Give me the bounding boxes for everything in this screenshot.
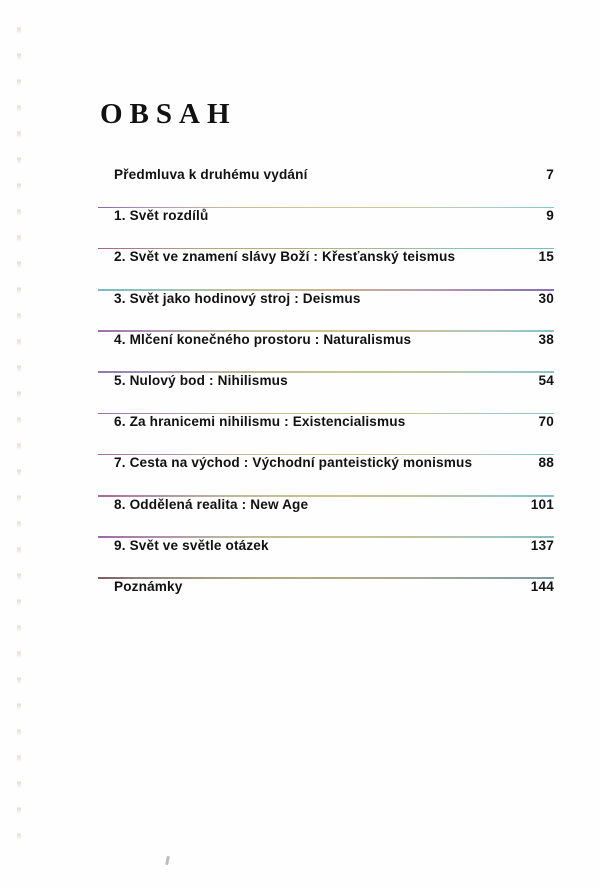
toc-entry-title: 1. Svět rozdílů <box>114 208 209 224</box>
toc-entry-title: 3. Svět jako hodinový stroj : Deismus <box>114 290 361 306</box>
toc-entry-title: 9. Svět ve světle otázek <box>114 537 269 553</box>
toc-entry-chapter-4[interactable] <box>98 332 554 372</box>
toc-entry-preface[interactable] <box>98 167 554 207</box>
toc-entry-chapter-5[interactable] <box>98 373 554 413</box>
toc-entry-title: 7. Cesta na východ : Východní panteistický monismus <box>114 455 473 471</box>
toc-entry-title: 8. Oddělená realita : New Age <box>114 496 309 512</box>
toc-entry-title: 2. Svět ve znamení slávy Boží : Křesťanský teismus <box>114 249 456 265</box>
table-of-contents-list <box>98 167 554 618</box>
table-of-contents-page <box>98 100 554 618</box>
toc-entry-page-number: 101 <box>530 496 554 512</box>
toc-entry-chapter-9[interactable] <box>98 538 554 578</box>
toc-entry-title: Poznámky <box>114 578 183 594</box>
toc-entry-page-number: 54 <box>538 372 554 388</box>
toc-entry-chapter-8[interactable] <box>98 497 554 537</box>
toc-entry-page-number: 9 <box>546 208 554 224</box>
toc-entry-chapter-6[interactable] <box>98 414 554 454</box>
toc-entry-page-number: 15 <box>538 249 554 265</box>
toc-entry-title: 6. Za hranicemi nihilismu : Existencialismus <box>114 414 406 430</box>
toc-entry-page-number: 144 <box>530 578 554 594</box>
toc-entry-chapter-2[interactable] <box>98 249 554 289</box>
toc-entry-page-number: 38 <box>538 331 554 347</box>
toc-entry-title: 4. Mlčení konečného prostoru : Naturalismus <box>114 331 412 347</box>
toc-entry-page-number: 30 <box>538 290 554 306</box>
toc-entry-page-number: 137 <box>530 537 554 553</box>
toc-entry-title: Předmluva k druhému vydání <box>114 167 308 182</box>
toc-entry-chapter-3[interactable] <box>98 291 554 331</box>
toc-entry-chapter-1[interactable] <box>98 208 554 248</box>
toc-entry-page-number: 7 <box>546 167 554 182</box>
toc-entry-page-number: 88 <box>538 455 554 471</box>
toc-entry-notes[interactable] <box>98 579 554 619</box>
toc-entry-chapter-7[interactable] <box>98 455 554 495</box>
page-title: OBSAH <box>100 98 237 130</box>
toc-entry-page-number: 70 <box>538 414 554 430</box>
toc-entry-title: 5. Nulový bod : Nihilismus <box>114 372 288 388</box>
